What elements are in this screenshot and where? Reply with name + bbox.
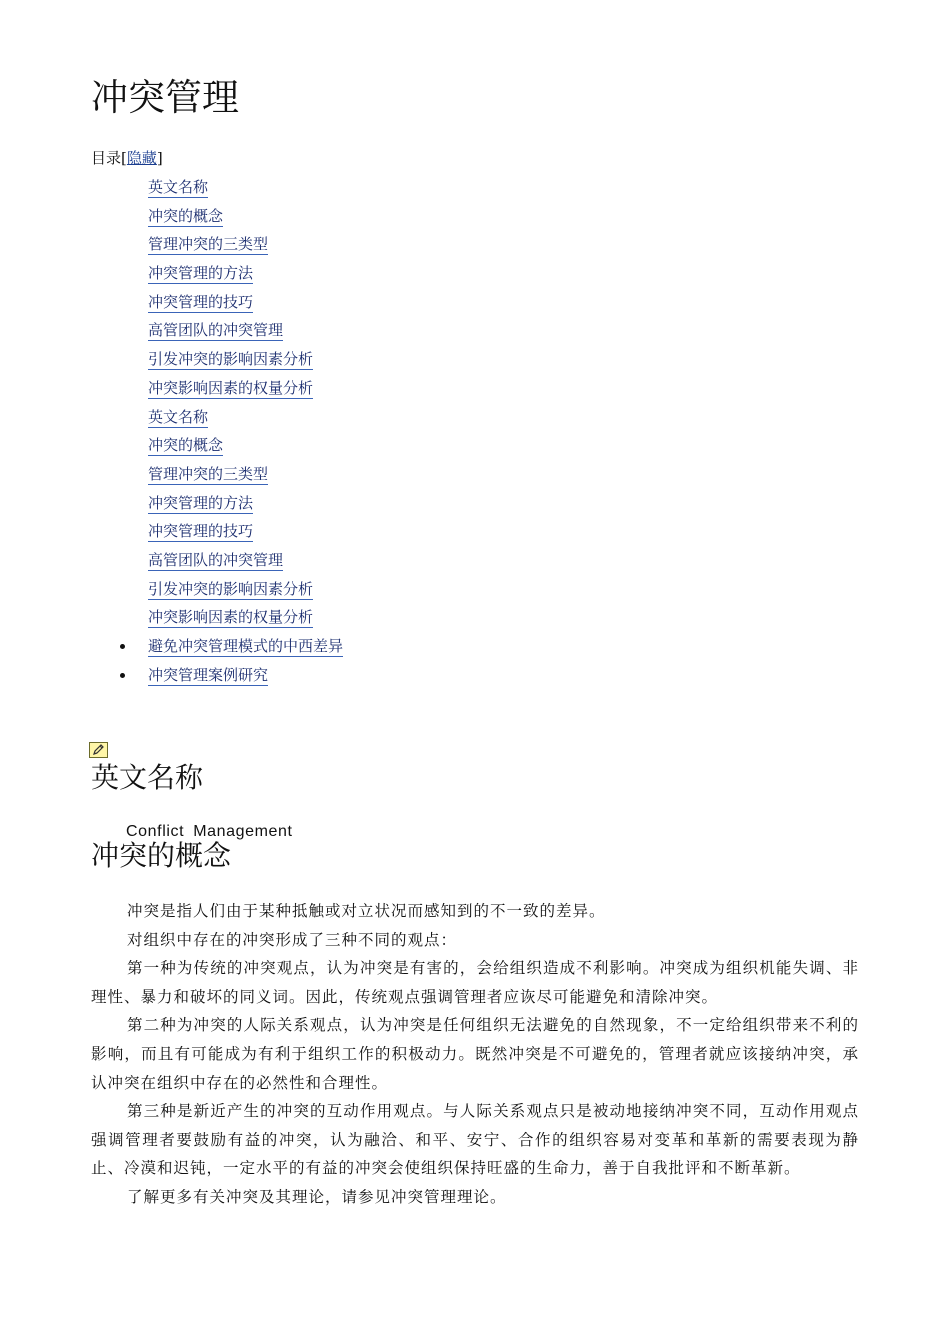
pencil-edit-icon-graphic	[91, 743, 107, 757]
toc-bracket-open: [	[121, 149, 127, 167]
toc-link-concept[interactable]: 冲突的概念	[148, 206, 224, 225]
paragraph: 对组织中存在的冲突形成了三种不同的观点：	[127, 930, 458, 949]
concept-body	[91, 897, 859, 1212]
paragraph: 第一种为传统的冲突观点，认为冲突是有害的，会给组织造成不利影响。冲突成为组织机能失调、非理性、暴力和破坏的同义词。因此，传统观点强调管理者应诙尽可能避免和清除冲突。	[91, 959, 859, 1006]
toc-item-bulleted	[148, 634, 343, 663]
toc-link-english-name[interactable]: 英文名称	[148, 178, 209, 196]
toc-item	[148, 577, 343, 606]
toc-bracket-close: ]	[156, 149, 163, 167]
toc-link-case-study[interactable]: 冲突管理案例研究	[148, 665, 269, 684]
toc-link-english-name-2[interactable]: 英文名称	[148, 407, 209, 426]
paragraph: 第二种为冲突的人际关系观点，认为冲突是任何组织无法避免的自然现象，不一定给组织带来不利的影响，而且有可能成为有利于组织工作的积极动力。既然冲突是不可避免的，管理者就应该接纳冲突，承认冲突在组织中存在的必然性和合理性。	[91, 1016, 859, 1092]
toc-link-executive-team-2[interactable]: 高管团队的冲突管理	[148, 550, 284, 569]
toc-item	[148, 318, 343, 347]
toc-link-weight-analysis-2[interactable]: 冲突影响因素的权量分析	[148, 608, 314, 627]
toc-item	[148, 433, 343, 462]
paragraph: 第三种是新近产生的冲突的互动作用观点。与人际关系观点只是被动地接纳冲突不同，互动作用观点强调管理者要鼓励有益的冲突，认为融洽、和平、安宁、合作的组织容易对变革和革新的需要表现为静止、冷漠和迟钝，一定水平的有益的冲突会使组织保持旺盛的生命力，善于自我批评和不断革新。	[91, 1102, 859, 1178]
toc-list	[148, 175, 343, 691]
toc-item	[148, 204, 343, 233]
toc-item	[148, 175, 343, 204]
toc-header	[91, 148, 163, 168]
toc-item	[148, 232, 343, 261]
toc-item	[148, 491, 343, 520]
toc-item	[148, 376, 343, 405]
toc-item	[148, 405, 343, 434]
toc-link-concept-2[interactable]: 冲突的概念	[148, 436, 224, 455]
pencil-edit-icon[interactable]	[89, 742, 108, 758]
english-name-text: Conflict Management	[126, 823, 293, 840]
toc-item-bulleted	[148, 663, 343, 692]
toc-item	[148, 462, 343, 491]
toc-link-three-types-2[interactable]: 管理冲突的三类型	[148, 464, 269, 483]
toc-hide-link[interactable]: 隐藏	[126, 149, 157, 167]
paragraph: 冲突是指人们由于某种抵触或对立状况而感知到的不一致的差异。	[127, 902, 606, 920]
paragraph: 了解更多有关冲突及其理论，请参见冲突管理理论。	[127, 1187, 507, 1206]
toc-item	[148, 290, 343, 319]
toc-link-cn-west-differences[interactable]: 避免冲突管理模式的中西差异	[148, 637, 344, 655]
toc-link-methods-2[interactable]: 冲突管理的方法	[148, 493, 254, 512]
toc-link-skills-2[interactable]: 冲突管理的技巧	[148, 522, 254, 541]
toc-link-three-types[interactable]: 管理冲突的三类型	[148, 235, 269, 254]
toc-item	[148, 261, 343, 290]
toc-item	[148, 519, 343, 548]
toc-label: 目录	[91, 149, 122, 167]
toc-link-skills[interactable]: 冲突管理的技巧	[148, 292, 254, 311]
toc-item	[148, 347, 343, 376]
toc-link-factor-analysis[interactable]: 引发冲突的影响因素分析	[148, 350, 314, 369]
toc-link-executive-team[interactable]: 高管团队的冲突管理	[148, 321, 284, 340]
section-heading-concept: 冲突的概念	[91, 839, 232, 872]
toc-item	[148, 605, 343, 634]
toc-item	[148, 548, 343, 577]
toc-link-weight-analysis[interactable]: 冲突影响因素的权量分析	[148, 378, 314, 397]
page-title: 冲突管理	[91, 76, 239, 119]
toc-link-factor-analysis-2[interactable]: 引发冲突的影响因素分析	[148, 579, 314, 598]
section-heading-english-name: 英文名称	[91, 761, 204, 794]
toc-link-methods[interactable]: 冲突管理的方法	[148, 264, 254, 283]
